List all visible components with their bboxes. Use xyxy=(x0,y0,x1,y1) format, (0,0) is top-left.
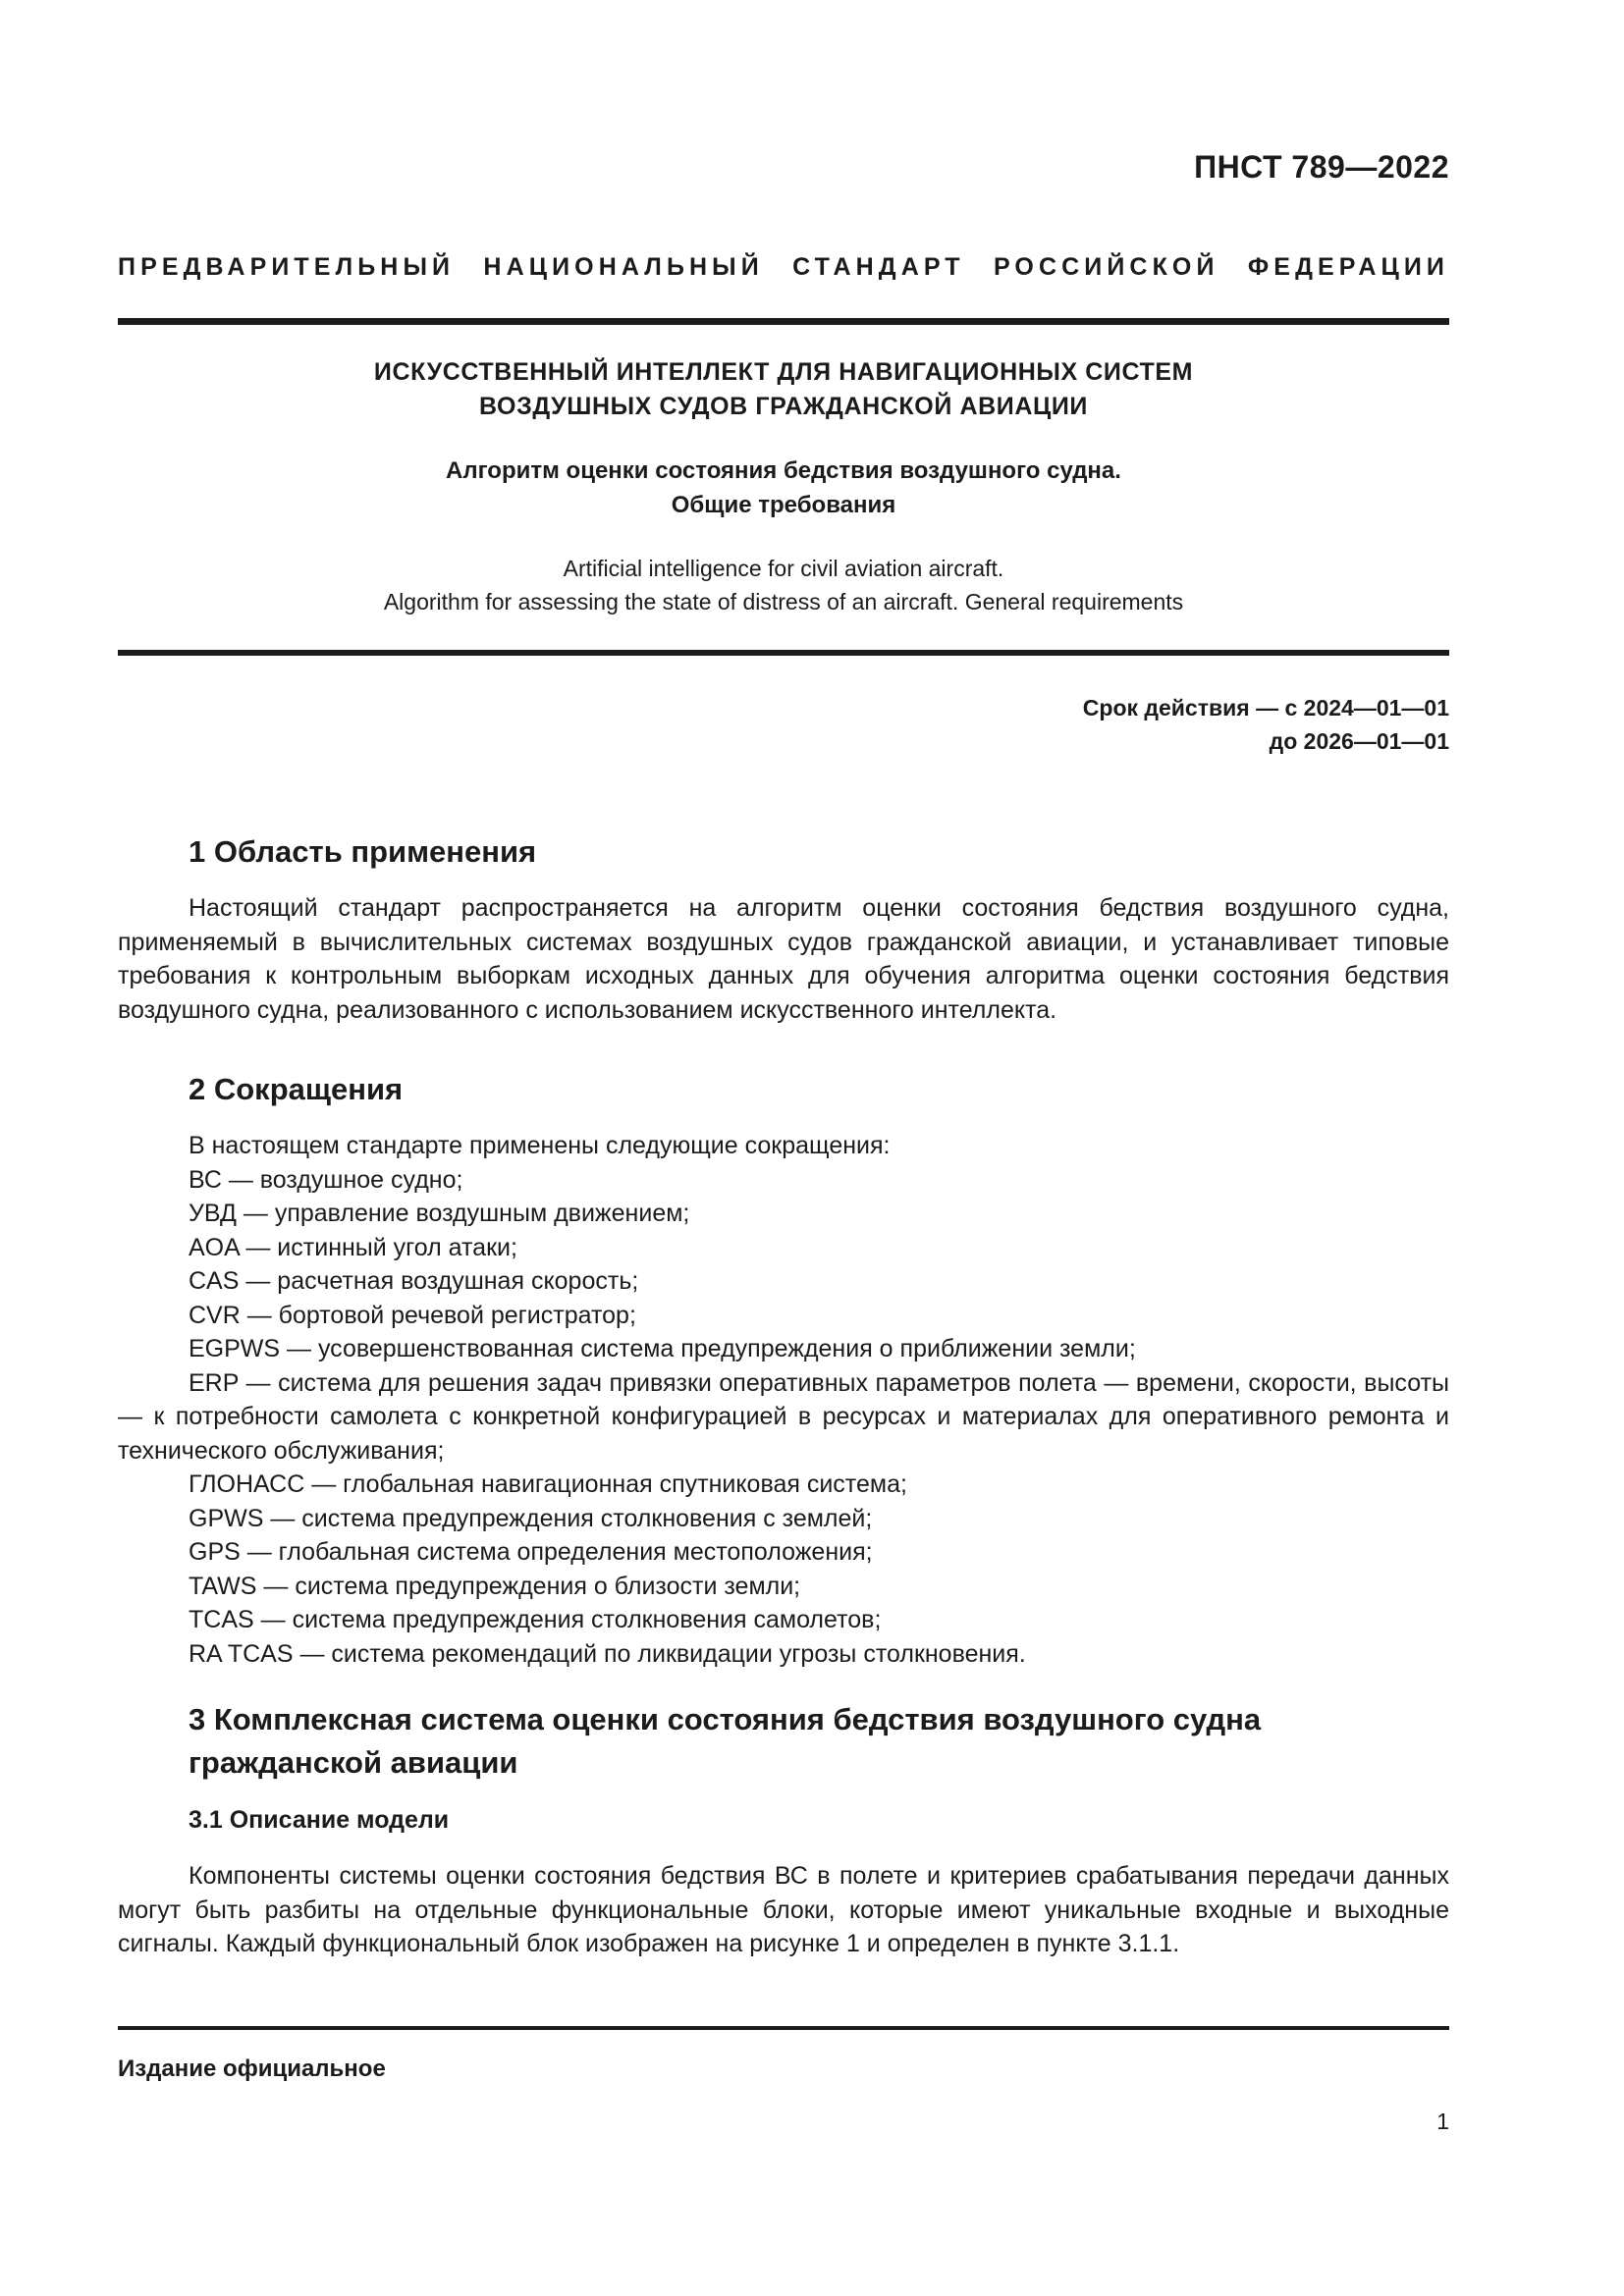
validity-end: до 2026—01—01 xyxy=(1269,728,1449,754)
abbreviation-item: ERP — система для решения задач привязки оперативных параметров полета — времени, скорости, высоты — к потребности самолета с конкретной конфигурацией в ресурсах и материалах для оперативного ремонта и технического обслуживания; xyxy=(118,1368,1449,1465)
abbreviation-item: AOA — истинный угол атаки; xyxy=(189,1233,517,1261)
abbreviation-item: CAS — расчетная воздушная скорость; xyxy=(189,1267,639,1295)
abbreviation-item: RA TCAS — система рекомендаций по ликвидации угрозы столкновения. xyxy=(189,1639,1026,1668)
abbreviations-intro: В настоящем стандарте применены следующие сокращения: xyxy=(189,1132,891,1159)
subtitle-line-2: Общие требования xyxy=(671,492,896,518)
standard-type-banner: ПРЕДВАРИТЕЛЬНЫЙ НАЦИОНАЛЬНЫЙ СТАНДАРТ РОССИЙСКОЙ ФЕДЕРАЦИИ xyxy=(118,253,1449,281)
title-subtitle xyxy=(118,454,1449,522)
header-divider xyxy=(118,318,1449,325)
section-1-text: Настоящий стандарт распространяется на алгоритм оценки состояния бедствия воздушного судна, применяемый в вычислительных системах воздушных судов гражданской авиации, и устанавливает типовые требования к контрольным выборкам исходных данных для обучения алгоритма оценки состояния бедствия воздушного судна, реализованного с использованием искусственного интеллекта. xyxy=(118,894,1449,1024)
abbreviation-item: TCAS — система предупреждения столкновения самолетов; xyxy=(189,1606,882,1633)
section-3-heading-line-2: гражданской авиации xyxy=(189,1745,518,1780)
english-title-line-2: Algorithm for assessing the state of distress of an aircraft. General requirements xyxy=(383,589,1184,614)
abbreviation-item: CVR — бортовой речевой регистратор; xyxy=(189,1301,636,1329)
document-number: ПНСТ 789—2022 xyxy=(1194,149,1449,185)
footer-divider xyxy=(118,2026,1449,2030)
section-3-heading-line-1: 3 Комплексная система оценки состояния бедствия воздушного судна xyxy=(189,1702,1262,1736)
page-number: 1 xyxy=(1436,2109,1449,2134)
title-divider xyxy=(118,650,1449,656)
english-title-line-1: Artificial intelligence for civil aviation aircraft. xyxy=(563,556,1004,581)
validity-start: Срок действия — с 2024—01—01 xyxy=(1082,695,1449,721)
subsection-3-1-heading: 3.1 Описание модели xyxy=(189,1806,450,1834)
document-page xyxy=(118,0,1449,2296)
abbreviation-item: ГЛОНАСС — глобальная навигационная спутниковая система; xyxy=(189,1470,907,1498)
title-block xyxy=(118,355,1449,618)
validity-period xyxy=(1083,691,1449,758)
title-main xyxy=(118,355,1449,424)
subtitle-line-1: Алгоритм оценки состояния бедствия воздушного судна. xyxy=(446,457,1121,484)
section-3-heading xyxy=(189,1698,1261,1785)
abbreviation-item: GPS — глобальная система определения местоположения; xyxy=(189,1538,873,1566)
title-english xyxy=(118,552,1449,618)
section-3-1-text: Компоненты системы оценки состояния бедствия ВС в полете и критериев срабатывания передачи данных могут быть разбиты на отдельные функциональные блоки, которые имеют уникальные входные и выходные сигналы. Каждый функциональный блок изображен на рисунке 1 и определен в пункте 3.1.1. xyxy=(118,1862,1449,1957)
abbreviation-item: УВД — управление воздушным движением; xyxy=(189,1200,690,1227)
official-edition-label: Издание официальное xyxy=(118,2056,386,2082)
abbreviation-item: EGPWS — усовершенствованная система предупреждения о приближении земли; xyxy=(189,1335,1136,1362)
abbreviation-item: GPWS — система предупреждения столкновения с землей; xyxy=(189,1504,873,1532)
abbreviation-item: TAWS — система предупреждения о близости земли; xyxy=(189,1572,801,1600)
abbreviations-list xyxy=(118,1129,1449,1671)
section-1-heading: 1 Область применения xyxy=(189,834,537,869)
title-line-1: ИСКУССТВЕННЫЙ ИНТЕЛЛЕКТ ДЛЯ НАВИГАЦИОННЫХ СИСТЕМ xyxy=(373,358,1194,386)
title-line-2: ВОЗДУШНЫХ СУДОВ ГРАЖДАНСКОЙ АВИАЦИИ xyxy=(479,393,1088,420)
abbreviation-item: ВС — воздушное судно; xyxy=(189,1165,463,1194)
section-2-heading: 2 Сокращения xyxy=(189,1072,404,1106)
